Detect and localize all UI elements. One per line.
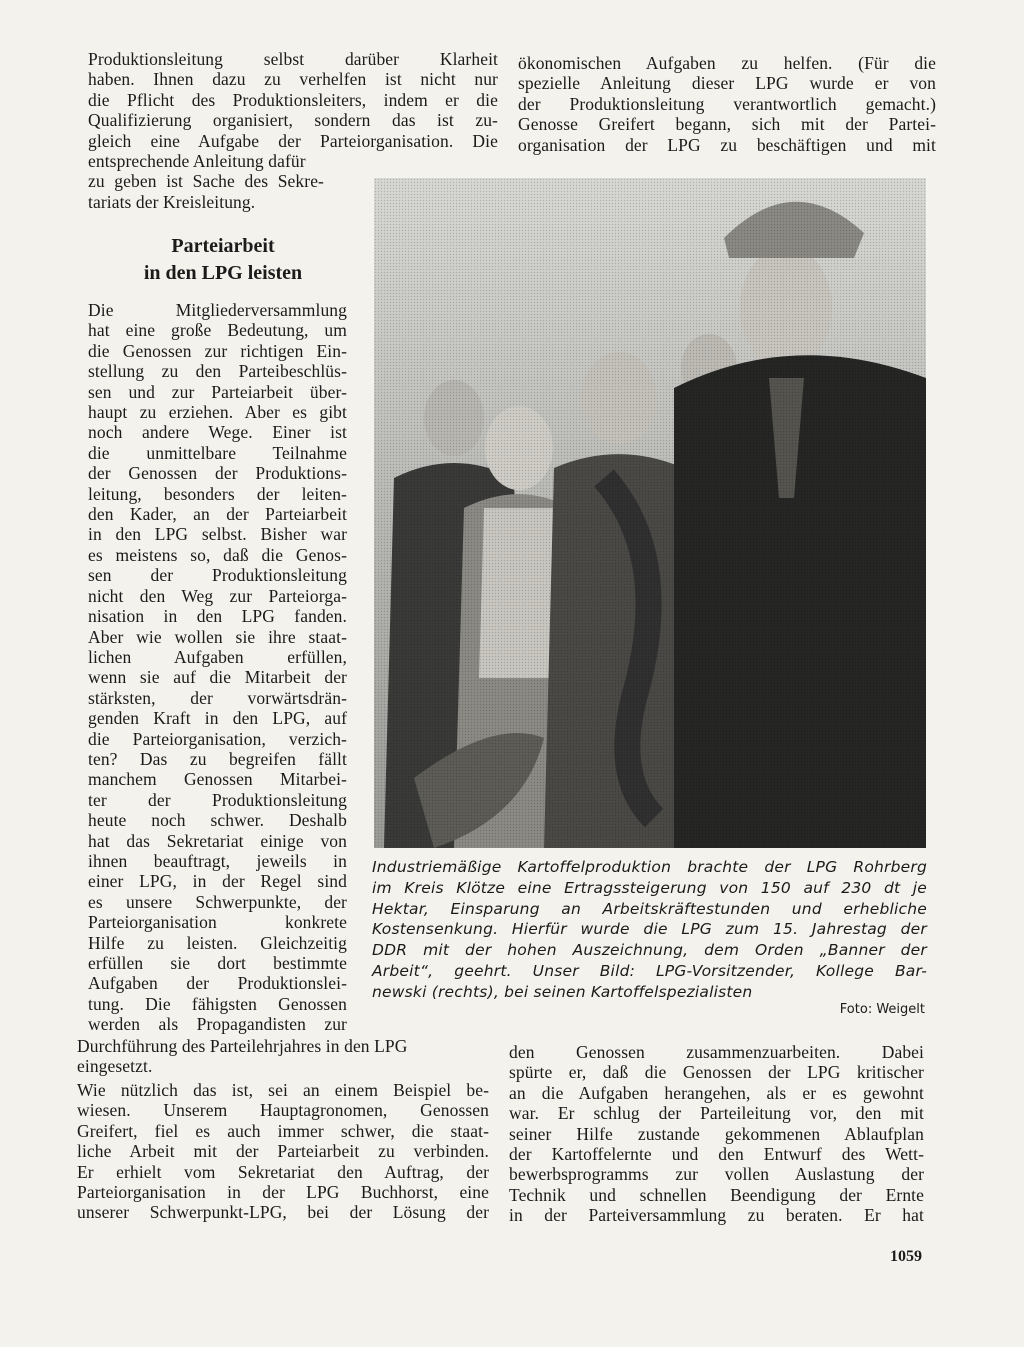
text-line: ten? Das zu begreifen fällt [88, 748, 347, 769]
text-line: heute noch schwer. Deshalb [88, 810, 347, 831]
text-line: einer LPG, in der Regel sind [88, 871, 347, 892]
text-line: Aufgaben der Produktionslei- [88, 973, 347, 994]
caption-line: Hektar, Einsparung an Arbeitskräftestunden und erhebliche [372, 899, 927, 918]
text-line: wenn sie auf die Mitarbeit der [88, 667, 347, 688]
text-line: es unsere Schwerpunkte, der [88, 891, 347, 912]
narrow-column [88, 300, 347, 1035]
text-line: den Kader, an der Parteiarbeit [88, 504, 347, 525]
text-line: ökonomischen Aufgaben zu helfen. (Für die [518, 53, 936, 73]
text-line: haupt zu erziehen. Aber es gibt [88, 402, 347, 423]
text-line: seiner Hilfe zustande gekommenen Ablaufplan [509, 1123, 924, 1144]
text-line: Qualifizierung organisiert, sondern das ist zu- [88, 110, 498, 131]
text-line: der Kartoffelernte und den Entwurf des Wett- [509, 1144, 924, 1165]
text-line: stellung zu den Parteibeschlüs- [88, 361, 347, 382]
caption-line: DDR mit der hohen Auszeichnung, dem Orden „Banner der [372, 941, 927, 960]
text-line: Genosse Greifert begann, sich mit der Partei- [518, 114, 936, 135]
text-line: Aber wie wollen sie ihre staat- [88, 626, 347, 647]
text-line: stärksten, der vorwärtsdrän- [88, 687, 347, 708]
caption-line: Industriemäßige Kartoffelproduktion brachte der LPG Rohrberg [372, 858, 927, 876]
text-line: organisation der LPG zu beschäftigen und mit [518, 134, 936, 155]
text-line: wiesen. Unserem Hauptagronomen, Genossen [77, 1100, 489, 1121]
text-line: Greifert, fiel es auch immer schwer, die staat- [77, 1120, 489, 1141]
text-line: gleich eine Aufgabe der Parteiorganisation. Die [88, 130, 498, 151]
text-line: Die Mitgliederversammlung [88, 300, 347, 320]
text-line: spürte er, daß die Genossen der LPG kritischer [509, 1062, 924, 1083]
heading-line: Parteiarbeit [171, 235, 275, 257]
text-line: leitung, besonders der leiten- [88, 483, 347, 504]
text-line: lichen Aufgaben erfüllen, [88, 646, 347, 667]
text-line: hat das Sekretariat einige von [88, 830, 347, 851]
text-line: Produktionsleitung selbst darüber Klarheit [88, 49, 498, 69]
text-line: entsprechende Anleitung dafür [88, 151, 306, 172]
text-line: bewerbsprogramms zur vollen Auslastung der [509, 1164, 924, 1185]
text-line: werden als Propagandisten zur [88, 1014, 347, 1035]
text-line: die unmittelbare Teilnahme [88, 442, 347, 463]
section-heading [88, 233, 358, 287]
text-line: hat eine große Bedeutung, um [88, 320, 347, 341]
text-line: die Genossen zur richtigen Ein- [88, 340, 347, 361]
text-line: tariats der Kreisleitung. [88, 191, 256, 212]
text-line: in den LPG selbst. Bisher war [88, 524, 347, 545]
text-line: sen der Produktionsleitung [88, 565, 347, 586]
text-line: noch andere Wege. Einer ist [88, 422, 347, 443]
page-number: 1059 [890, 1248, 922, 1265]
text-line: die Pflicht des Produktionsleiters, indem er die [88, 89, 498, 110]
heading-line: in den LPG leisten [143, 262, 303, 284]
text-line: Durchführung des Parteilehrjahres in den LPG [77, 1036, 408, 1056]
bottom-left-paragraph [77, 1080, 489, 1223]
text-line: der Genossen der Produktions- [88, 463, 347, 484]
text-line: es meistens so, daß die Genos- [88, 544, 347, 565]
text-line: der Produktionsleitung verantwortlich gemacht.) [518, 93, 936, 114]
text-line: in der Parteiversammlung zu beraten. Er hat [509, 1205, 924, 1226]
text-line: Er erhielt vom Sekretariat den Auftrag, der [77, 1161, 489, 1182]
text-line: manchem Genossen Mitarbei- [88, 769, 347, 790]
text-line: an die Aufgaben herangehen, als er es gewohnt [509, 1082, 924, 1103]
text-line: den Genossen zusammenzuarbeiten. Dabei [509, 1042, 924, 1062]
photo-credit: Foto: Weigelt [839, 1002, 925, 1017]
text-line: tung. Die fähigsten Genossen [88, 993, 347, 1014]
caption-line: Arbeit“, geehrt. Unser Bild: LPG-Vorsitzender, Kollege Bar- [372, 961, 927, 980]
text-line: nisation in den LPG fanden. [88, 606, 347, 627]
text-line: haben. Ihnen dazu zu verhelfen ist nicht nur [88, 69, 498, 90]
text-line: eingesetzt. [77, 1056, 153, 1077]
bottom-left-column [77, 1036, 489, 1077]
text-line: liche Arbeit mit der Parteiarbeit zu verbinden. [77, 1141, 489, 1162]
caption-line: Kostensenkung. Hierfür wurde die LPG zum 15. Jahrestag der [372, 920, 927, 939]
text-line: nicht den Weg zur Parteiorga- [88, 585, 347, 606]
text-line: Technik und schnellen Beendigung der Ernte [509, 1184, 924, 1205]
text-line: spezielle Anleitung dieser LPG wurde er von [518, 73, 936, 94]
text-line: sen und zur Parteiarbeit über- [88, 381, 347, 402]
bottom-right-column [509, 1042, 924, 1226]
caption-line: newski (rechts), bei seinen Kartoffelspezialisten [372, 982, 753, 1001]
text-line: erfüllen sie dort bestimmte [88, 953, 347, 973]
text-line: ter der Produktionsleitung [88, 789, 347, 810]
text-line: war. Er schlug der Parteileitung vor, den mit [509, 1103, 924, 1124]
photograph [374, 178, 926, 848]
text-line: zu geben ist Sache des Sekre- [88, 171, 324, 192]
text-line: unserer Schwerpunkt-LPG, bei der Lösung der [77, 1202, 489, 1223]
text-line: Hilfe zu leisten. Gleichzeitig [88, 932, 347, 953]
text-line: genden Kraft in den LPG, auf [88, 708, 347, 729]
text-line: Parteiorganisation konkrete [88, 912, 347, 933]
photo-caption [372, 857, 927, 1003]
text-line: ihnen beauftragt, jeweils in [88, 850, 347, 871]
text-line: die Parteiorganisation, verzich- [88, 728, 347, 749]
text-line: Parteiorganisation in der LPG Buchhorst, eine [77, 1182, 489, 1203]
caption-line: im Kreis Klötze eine Ertragssteigerung von 150 auf 230 dt je [372, 878, 927, 897]
text-line: Wie nützlich das ist, sei an einem Beispiel be- [77, 1080, 489, 1100]
photo-illustration [374, 178, 926, 848]
top-right-column [518, 53, 936, 155]
